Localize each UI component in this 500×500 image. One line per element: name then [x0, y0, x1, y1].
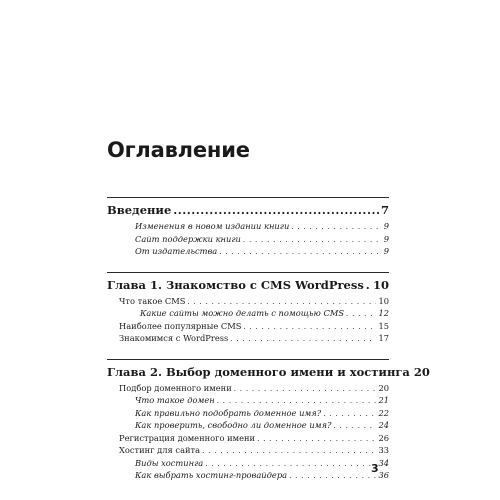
toc-entry[interactable]: [107, 457, 389, 470]
toc-entry[interactable]: [107, 432, 389, 445]
dot-leader: [230, 332, 376, 346]
toc-chapter-page: 20: [413, 364, 430, 379]
toc-entry-page: 20: [378, 382, 389, 393]
dot-leader: [187, 295, 376, 309]
toc-entry-page: 9: [383, 221, 389, 231]
toc-entry-page: 26: [378, 432, 389, 443]
toc-chapter-title: Глава 1. Знакомство с CMS WordPress: [107, 277, 364, 292]
toc-entry-title: Как выбрать хостинг-провайдера: [135, 470, 288, 480]
toc-entry-page: 9: [383, 246, 389, 256]
toc-entry-page: 33: [378, 445, 389, 455]
toc-entry-page: 22: [378, 407, 389, 418]
toc-entry-title: Наиболее популярные CMS: [119, 320, 242, 331]
toc-entry-title: Изменения в новом издании книги: [135, 221, 290, 231]
dot-leader: [366, 275, 371, 295]
toc-entry-page: 12: [378, 308, 389, 318]
toc-entry-title: Виды хостинга: [135, 457, 204, 468]
toc-entry-title: Сайт поддержки книги: [135, 233, 241, 244]
dot-leader: [257, 432, 376, 446]
dot-leader: [173, 200, 379, 220]
toc-entry[interactable]: [107, 419, 389, 432]
toc-entry-page: 17: [378, 333, 389, 343]
toc-entry[interactable]: [107, 382, 389, 395]
toc-entry-title: Регистрация доменного имени: [119, 432, 256, 443]
dot-leader: [205, 457, 376, 471]
toc-entry[interactable]: [107, 320, 389, 333]
table-of-contents: [107, 197, 430, 496]
toc-entry-page: 24: [378, 420, 389, 430]
toc-entry[interactable]: [107, 469, 389, 482]
toc-entry[interactable]: [107, 332, 389, 345]
toc-entry-title: Как правильно подобрать доменное имя?: [135, 407, 322, 418]
dot-leader: [243, 320, 376, 334]
toc-entry[interactable]: [107, 394, 389, 407]
toc-entry-page: 9: [383, 233, 389, 244]
toc-entry[interactable]: [107, 233, 389, 246]
toc-chapter-block: [107, 272, 389, 345]
toc-entry-title: Подбор доменного имени: [119, 382, 232, 393]
toc-entry-page: 15: [378, 320, 389, 331]
toc-entry-page: 36: [378, 470, 389, 480]
toc-chapter-block: [107, 359, 430, 482]
toc-entry-title: Какие сайты можно делать с помощью CMS: [140, 308, 345, 318]
dot-leader: [289, 469, 376, 483]
toc-entry[interactable]: [107, 220, 389, 233]
toc-chapter-page: 10: [372, 277, 389, 292]
toc-entry[interactable]: [107, 245, 389, 258]
toc-entry-page: 34: [378, 457, 389, 468]
page-number: 3: [371, 462, 379, 475]
toc-entry-title: Что такое CMS: [119, 295, 186, 306]
toc-entry[interactable]: [107, 407, 389, 420]
dot-leader: [234, 382, 377, 396]
toc-entry-title: Знакомимся с WordPress: [119, 333, 229, 343]
toc-chapter-entry[interactable]: [107, 200, 389, 220]
toc-chapter-title: Глава 2. Выбор доменного имени и хостинга: [107, 364, 410, 379]
dot-leader: [217, 394, 377, 408]
toc-entry-title: Как проверить, свободно ли доменное имя?: [135, 420, 332, 430]
dot-leader: [219, 245, 381, 259]
toc-entry-title: Что такое домен: [135, 395, 215, 405]
toc-chapter-entry[interactable]: [107, 362, 430, 382]
toc-entry-page: 10: [378, 295, 389, 306]
dot-leader: [243, 233, 382, 247]
toc-entry-title: Хостинг для сайта: [119, 445, 201, 455]
page-title: Оглавление: [107, 138, 250, 162]
toc-entry-page: 21: [378, 395, 389, 405]
toc-chapter-entry[interactable]: [107, 275, 389, 295]
toc-chapter-block: [107, 197, 389, 258]
toc-chapter-title: Введение: [107, 203, 172, 217]
dot-leader: [323, 407, 376, 421]
toc-entry-title: От издательства: [135, 246, 218, 256]
toc-entry[interactable]: [107, 307, 389, 320]
dot-leader: [291, 220, 381, 234]
dot-leader: [202, 444, 376, 458]
dot-leader: [334, 419, 377, 433]
dot-leader: [346, 307, 376, 321]
toc-entry[interactable]: [107, 295, 389, 308]
toc-entry[interactable]: [107, 444, 389, 457]
toc-chapter-page: 7: [380, 203, 389, 217]
